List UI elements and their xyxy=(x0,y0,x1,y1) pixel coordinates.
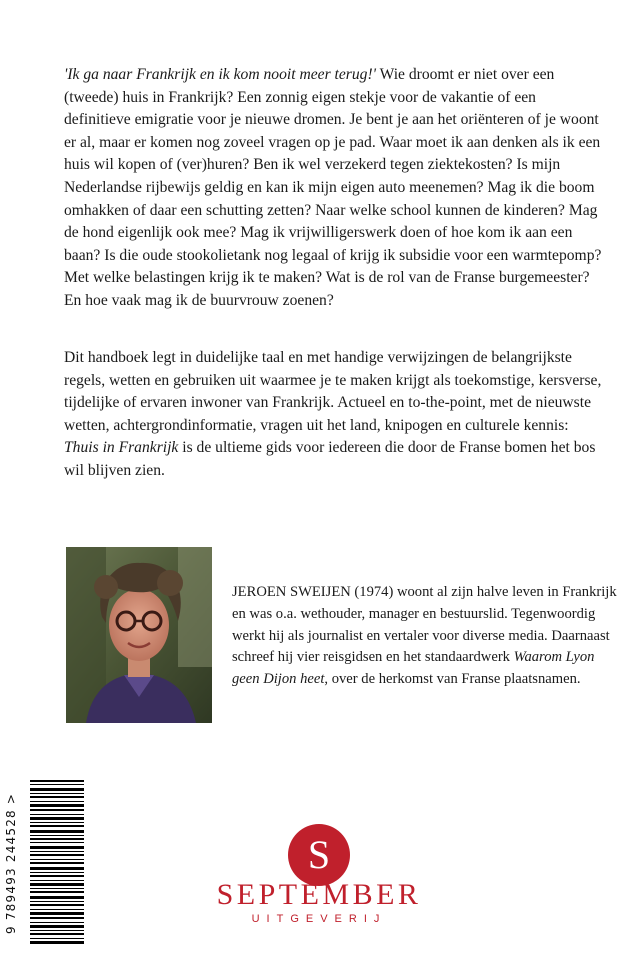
author-book-title: Waarom Lyon geen Dijon heet xyxy=(232,649,595,688)
blurb-paragraph-1 xyxy=(64,64,604,313)
publisher-logo-letter: S xyxy=(307,832,331,877)
blurb-paragraph-1-text: Wie droomt er niet over een (tweede) huis in Frankrijk? Een zonnig eigen stekje voor de vakantie of een definitieve emigratie voor je nieuwe dromen. Je bent je aan het oriënteren of je woont er al, maar er komen nog zoveel vragen op je pad. Waar moet ik aan denken als ik een huis wil kopen of (ver)huren? Ben ik wel verzekerd tegen ziektekosten? Is mijn Nederlandse rijbewijs geldig en kan ik mijn eigen auto meenemen? Mag ik die boom omhakken of daar een schutting zetten? Naar welke school kunnen de kinderen? Mag de hond eigenlijk ook mee? Mag ik vrijwilligerswerk doen of hoe kom ik aan een baan? Is die oude stookolietank nog legaal of krijg ik subsidie voor een warmtepomp? Met welke belastingen krijg ik te maken? Wat is de rol van de Franse burgemeester? En hoe vaak mag ik de buurvrouw zoenen? xyxy=(64,66,602,309)
publisher-name: SEPTEMBER xyxy=(216,878,422,911)
blurb-paragraph-2-end: is de ultieme gids voor iedereen die door de Franse bomen het bos wil blijven zien. xyxy=(64,439,596,479)
author-bio-end: , over de herkomst van Franse plaatsnamen. xyxy=(324,671,581,688)
book-title: Thuis in Frankrijk xyxy=(64,439,179,457)
blurb-paragraph-2 xyxy=(64,347,604,483)
author-photo xyxy=(66,547,212,723)
isbn-barcode xyxy=(30,778,84,946)
author-portrait-image xyxy=(66,547,212,723)
author-bio xyxy=(232,582,622,691)
isbn-digits: 9 789493 244528 > xyxy=(4,792,18,934)
publisher-imprint: UITGEVERIJ xyxy=(251,913,387,925)
blurb-quote: 'Ik ga naar Frankrijk en ik kom nooit meer terug!' xyxy=(64,66,376,83)
author-bio-text: JEROEN SWEIJEN (1974) woont al zijn halve leven in Frankrijk en was o.a. wethouder, manager en bestuurslid. Tegenwoordig werkt hij als journalist en vertaler voor diverse media. Daarnaast schreef hij vier reisgidsen en het standaardwerk xyxy=(232,584,617,666)
blurb-paragraph-2-text: Dit handboek legt in duidelijke taal en met handige verwijzingen de belangrijkste regels, wetten en gebruiken uit waarmee je te maken krijgt als toekomstige, kersverse, tijdelijke of ervaren inwoner van Frankrijk. Actueel en to-the-point, met de nieuwste wetten, achtergrondinformatie, vragen uit het land, knipogen en culturele kennis: xyxy=(64,349,602,434)
